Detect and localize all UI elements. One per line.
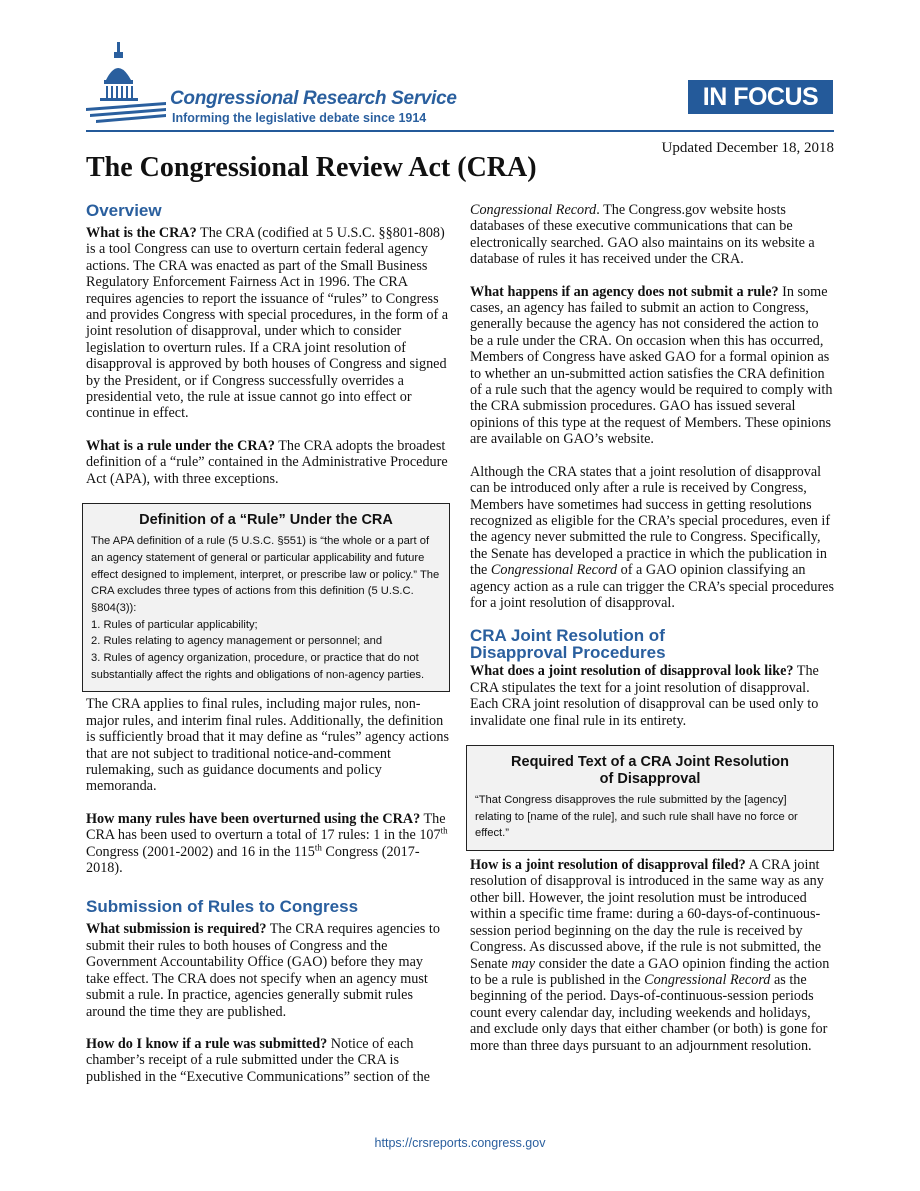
submission-heading: Submission of Rules to Congress (86, 897, 359, 917)
overturned-paragraph: How many rules have been overturned using the CRA? The CRA has been used to overturn a total of 17 rules: 1 in the 107th Congress (2001-2002) and 16 in the 115th Congress (2017-2018). (86, 810, 448, 877)
submission-paragraph-2-start: How do I know if a rule was submitted? Notice of each chamber’s receipt of a rule submitted under the CRA is published in the “Executive Communications” section of the (86, 1035, 430, 1085)
header-divider (86, 130, 834, 132)
left-column (86, 202, 450, 1085)
overview-paragraph-1: What is the CRA? The CRA (codified at 5 U.S.C. §§801-808) is a tool Congress can use to overturn certain federal agency actions. The CRA was enacted as part of the Small Business Regulatory Enforcement Fairness Act in 1996. The CRA requires agencies to report the issuance of “rules” to Congress and provides Congress with special procedures, in the form of a joint resolution of disapproval, under which to consider legislation to overturn rules. If a CRA joint resolution of disapproval is approved by both houses of Congress and signed by the President, or if Congress successfully overrides a presidential veto, the rule at issue cannot go into effect or continue in effect. (86, 225, 449, 422)
required-text-box (466, 745, 834, 851)
in-focus-badge: IN FOCUS (688, 80, 833, 114)
page-title: The Congressional Review Act (CRA) (86, 152, 537, 183)
org-name: Congressional Research Service (170, 88, 457, 109)
right-column (470, 202, 834, 1070)
org-tagline: Informing the legislative debate since 1914 (172, 111, 427, 125)
overview-heading: Overview (86, 201, 162, 220)
footer-url[interactable]: https://crsreports.congress.gov (374, 1136, 546, 1150)
required-text-quote: “That Congress disapproves the rule submitted by the [agency] relating to [name of the rule], and such rule shall have no force or effect.” (475, 793, 798, 840)
submission-paragraph-3: What happens if an agency does not submit a rule? In some cases, an agency has failed to submit an action to Congress, generally because the agency has not considered the action to be a rule under the CRA. On occasion when this has occurred, Members of Congress have asked GAO for a formal opinion as to whether an un-submitted action satisfies the CRA definition of a rule such that the agency would be required to comply with the CRA submission procedures. GAO has issued several opinions of this type at the request of Members. These opinions are available on GAO’s website. (470, 283, 833, 448)
applies-paragraph: The CRA applies to final rules, including major rules, non-major rules, and interim final rules. Additionally, the definition is sufficiently broad that it may define as “rules” agency actions that are not subject to traditional notice-and-comment rulemaking, such as guidance documents and policy memoranda. (86, 696, 449, 795)
updated-date: Updated December 18, 2018 (661, 140, 834, 156)
joint-resolution-heading: CRA Joint Resolution of Disapproval Procedures (470, 626, 666, 663)
submission-paragraph-2-cont: Congressional Record. The Congress.gov website hosts databases of these executive communications that can be electronically searched. GAO also maintains on its website a database of rules it has received under the CRA. (470, 202, 815, 268)
joint-paragraph-1: What does a joint resolution of disapproval look like? The CRA stipulates the text for a joint resolution of disapproval. Each CRA joint resolution of disapproval can be used only to invalidate one final rule in its entirety. (470, 663, 819, 729)
rule-box-title: Definition of a “Rule” Under the CRA (139, 512, 393, 529)
joint-paragraph-2: How is a joint resolution of disapproval filed? A CRA joint resolution of disapproval is introduced in the same way as any other bill. However, the joint resolution must be introduced within a specific time frame: during a 60-days-of-continuous-session period beginning on the day the rule is received by Congress. As discussed above, if the rule is not submitted, the Senate may consider the date a GAO opinion finding the action to be a rule is published in the Congressional Record as the beginning of the period. Days-of-continuous-session periods count every calendar day, including weekends and holidays, and exclude only days that either chamber (or both) is gone for more than three days pursuant to an adjournment resolution. (470, 857, 830, 1054)
rule-definition-box (82, 503, 450, 692)
rule-box-item: 1. Rules of particular applicability; (91, 618, 258, 631)
overview-paragraph-2: What is a rule under the CRA? The CRA adopts the broadest definition of a “rule” contained in the Administrative Procedure Act (APA), with three exceptions. (86, 437, 448, 487)
rule-box-item: 2. Rules relating to agency management or personnel; and (91, 635, 383, 648)
capitol-dome-logo (86, 42, 166, 124)
rule-box-item: 3. Rules of agency organization, procedure, or practice that do not substantially affect the rights and obligations of non-agency parties. (91, 652, 425, 681)
rule-box-text: The APA definition of a rule (5 U.S.C. §551) is “the whole or a part of an agency statement of general or particular applicability and future effect designed to implement, interpret, or prescribe law or policy.” The CRA excludes three types of actions from this definition (5 U.S.C. §804(3)): (91, 535, 440, 614)
submission-paragraph-4: Although the CRA states that a joint resolution of disapproval can be introduced only after a rule is received by Congress, Members have sometimes had success in getting resolutions recognized as eligible for the CRA’s special procedures, even if the agency never submitted the rule to Congress. Specifically, the Senate has developed a practice in which the publication in the Congressional Record of a GAO opinion classifying an agency action as a rule can trigger the CRA’s special procedures for a joint resolution of disapproval. (470, 463, 835, 611)
submission-paragraph-1: What submission is required? The CRA requires agencies to submit their rules to both houses of Congress and the Government Accountability Office (GAO) before they may take effect. The CRA does not specify when an agency must submit a rule. In practice, agencies generally submit rules around the time they are published. (86, 921, 440, 1020)
required-text-title: Required Text of a CRA Joint Resolution of Disapproval (511, 753, 789, 787)
